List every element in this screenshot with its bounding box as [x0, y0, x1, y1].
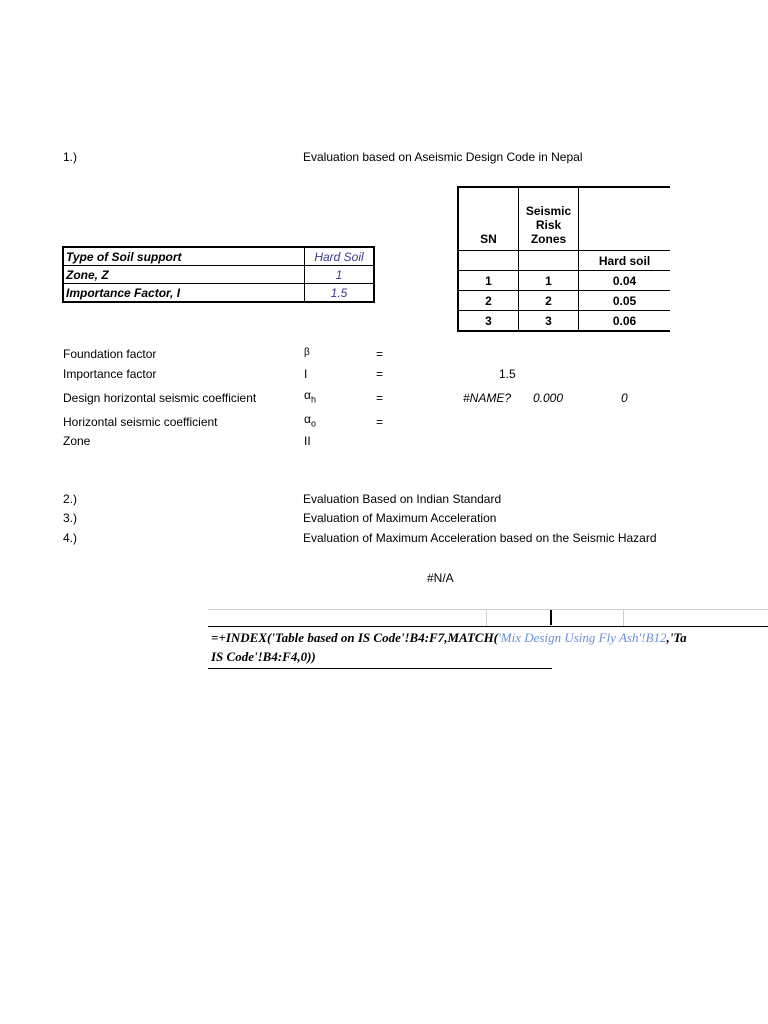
importance-factor-symbol: I — [304, 367, 308, 381]
subheader-hard-soil: Hard soil — [579, 251, 671, 271]
design-horizontal-coefficient-equals: = — [376, 391, 384, 405]
soil-type-value[interactable]: Hard Soil — [305, 247, 375, 266]
foundation-factor-equals: = — [376, 347, 384, 361]
formula-part-3: ,'Ta — [666, 630, 687, 645]
section-3-title: Evaluation of Maximum Acceleration — [303, 511, 497, 525]
alpha-symbol: α — [304, 412, 311, 426]
horizontal-coefficient-label: Horizontal seismic coefficient — [63, 415, 218, 429]
seismic-zones-table — [457, 186, 670, 332]
cell-value: 0.04 — [579, 271, 671, 291]
section-1-title: Evaluation based on Aseismic Design Code in Nepal — [303, 150, 583, 164]
section-4-title: Evaluation of Maximum Acceleration based on the Seismic Hazard — [303, 531, 657, 545]
alpha-h-symbol — [304, 388, 316, 404]
alpha-o-symbol — [304, 412, 316, 428]
formula-top-border — [208, 626, 768, 627]
cell-sn: 2 — [458, 291, 519, 311]
importance-factor-label: Importance Factor, I — [63, 284, 305, 303]
cell-sn: 1 — [458, 271, 519, 291]
section-4-number: 4.) — [63, 531, 78, 545]
design-horizontal-coefficient-label: Design horizontal seismic coefficient — [63, 391, 257, 405]
subheader-sn — [458, 251, 519, 271]
formula-bar — [208, 609, 768, 669]
table-row — [63, 247, 374, 266]
alpha-subscript: h — [310, 394, 316, 405]
table-row — [63, 266, 374, 284]
column-header-strip — [208, 609, 768, 627]
section-3-number: 3.) — [63, 511, 78, 525]
horizontal-coefficient-equals: = — [376, 415, 384, 429]
importance-factor-value[interactable]: 1.5 — [305, 284, 375, 303]
computed-value: 0.000 — [533, 391, 564, 405]
table-row — [63, 284, 374, 303]
importance-factor-result: 1.5 — [499, 367, 516, 381]
section-1-number: 1.) — [63, 150, 78, 164]
soil-type-label: Type of Soil support — [63, 247, 305, 266]
importance-factor-row-label: Importance factor — [63, 367, 157, 381]
section-2-number: 2.) — [63, 492, 78, 506]
header-sn: SN — [458, 187, 519, 251]
formula-text[interactable] — [211, 628, 768, 666]
table-row — [458, 271, 670, 291]
na-value: #N/A — [427, 571, 454, 585]
table-row — [458, 291, 670, 311]
zone-value[interactable]: 1 — [305, 266, 375, 284]
subheader-zones — [519, 251, 579, 271]
table-subheader-row — [458, 251, 670, 271]
zone-row-value: II — [304, 434, 311, 448]
cell-value: 0.06 — [579, 311, 671, 332]
foundation-factor-symbol: β — [304, 347, 310, 358]
section-2-title: Evaluation Based on Indian Standard — [303, 492, 502, 506]
formula-line-2: IS Code'!B4:F4,0)) — [211, 649, 316, 664]
foundation-factor-label: Foundation factor — [63, 347, 157, 361]
table-header-row — [458, 187, 670, 251]
formula-bottom-border — [208, 668, 552, 669]
column-separator — [486, 609, 487, 626]
cell-sn: 3 — [458, 311, 519, 332]
name-error-value: #NAME? — [463, 391, 512, 405]
alpha-subscript: o — [310, 418, 316, 429]
zone-label: Zone, Z — [63, 266, 305, 284]
table-row — [458, 311, 670, 332]
input-table — [62, 246, 375, 303]
column-separator — [623, 609, 624, 626]
zone-row-label: Zone — [63, 434, 91, 448]
zero-value: 0 — [621, 391, 628, 405]
cell-zone: 3 — [519, 311, 579, 332]
header-soil — [579, 187, 671, 251]
formula-reference: 'Mix Design Using Fly Ash'!B12 — [498, 630, 667, 645]
formula-part-1: =+INDEX('Table based on IS Code'!B4:F7,MATCH( — [211, 630, 499, 645]
alpha-symbol: α — [304, 388, 311, 402]
header-seismic-risk-zones: Seismic Risk Zones — [519, 187, 579, 251]
text-cursor — [550, 610, 552, 625]
cell-zone: 2 — [519, 291, 579, 311]
cell-zone: 1 — [519, 271, 579, 291]
cell-value: 0.05 — [579, 291, 671, 311]
importance-factor-equals: = — [376, 367, 384, 381]
